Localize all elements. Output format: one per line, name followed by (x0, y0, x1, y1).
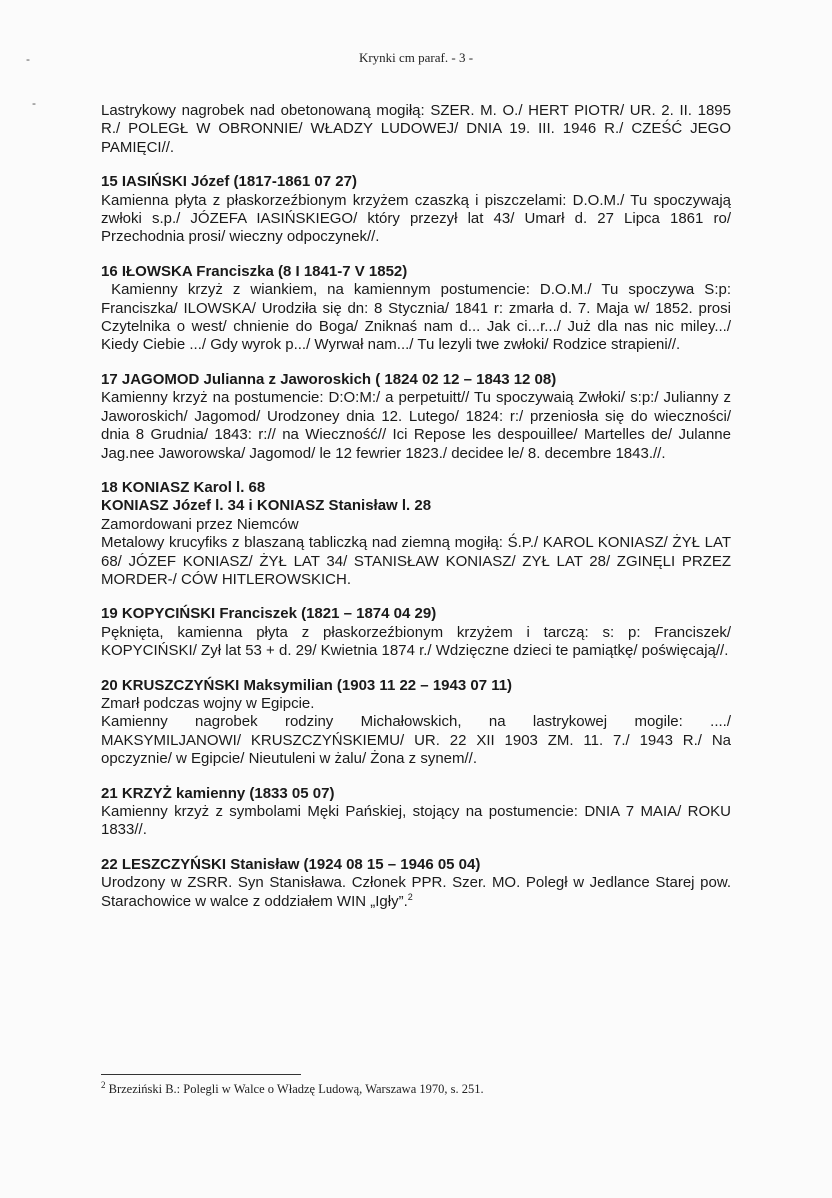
margin-mark-top: - (26, 52, 30, 66)
entry-title: 19 KOPYCIŃSKI Franciszek (1821 – 1874 04 29) (101, 605, 437, 623)
footnote (101, 1079, 731, 1097)
entry-22 (101, 856, 731, 911)
entry-title: 17 JAGOMOD Julianna z Jaworoskich ( 1824 02 12 – 1843 12 08) (101, 370, 557, 388)
entry-text: Kamienny krzyż na postumencie: D:O:M:/ a perpetuitt// Tu spoczywaią Zwłoki/ s:p:/ Julianny z Jaworoskich/ Jagomod/ Urodzoney dnia 12. Lutego/ 1824: r:/ przeniosła się do wieczności/ dnia 8 Grudnia/ 1843: r:// na Wieczność// Ici Repose les despouillee/ Martelles de/ Julanne Jag.nee Jaworowska/ Jagomod/ le 12 fewrier 1823./ decidee le/ 8. decembre 1843.//. (101, 389, 731, 462)
entry-title: 22 LESZCZYŃSKI Stanisław (1924 08 15 – 1946 05 04) (101, 855, 481, 873)
footnote-number: 2 (101, 1079, 106, 1090)
entry-title: 15 IASIŃSKI Józef (1817-1861 07 27) (101, 173, 357, 191)
entry-title: 21 KRZYŻ kamienny (1833 05 07) (101, 784, 335, 802)
entry-note: Zmarł podczas wojny w Egipcie. (101, 694, 315, 712)
entry-title: 16 IŁOWSKA Franciszka (8 I 1841-7 V 1852) (101, 262, 408, 280)
entry-title: 18 KONIASZ Karol l. 68 (101, 478, 266, 496)
entry-16 (101, 262, 736, 355)
entry-text: Metalowy krucyfiks z blaszaną tabliczką nad ziemną mogiłą: Ś.P./ KAROL KONIASZ/ ŻYŁ LAT 68/ JÓZEF KONIASZ/ ŻYŁ LAT 34/ STANISŁAW KONIASZ/ ZYŁ LAT 28/ ZGINĘLI PRZEZ MORDER-/ CÓW HITLEROWSKICH. (101, 534, 731, 588)
page-header: Krynki cm paraf. - 3 - (358, 50, 474, 65)
entry-text (101, 874, 731, 911)
entry-text: Kamienny krzyż z wiankiem, na kamiennym postumencie: D.O.M./ Tu spoczywa S:p: Franciszka/ ILOWSKA/ Urodziła się dn: 8 Stycznia/ 1841 r: zmarła d. 7. Maja w/ 1852. prosi Czytelnika o west/ chnienie do Boga/ Zniknaś nam d... Jak ci...r.../ Już dla nas nic miley.../ Kiedy Ciebie .../ Gdy wyrok p.../ Wyrwał nam.../ Tu lezyli twe zwłoki/ Rodzice strapieni//. (101, 281, 736, 354)
entry-21 (101, 785, 731, 840)
entry-title: 20 KRUSZCZYŃSKI Maksymilian (1903 11 22 – 1943 07 11) (101, 676, 513, 694)
entry-text: MAKSYMILJANOWI/ KRUSZCZYŃSKIEMU/ UR. 22 XII 1903 ZM. 11. 7./ 1943 R./ Na opczyznie/ w Egipcie/ Nieutuleni w żalu/ Żona z synem//. (101, 731, 731, 768)
margin-mark-left: - (32, 96, 36, 110)
entry-text-body: Urodzony w ZSRR. Syn Stanisława. Członek PPR. Szer. MO. Poległ w Jedlance Starej pow. Starachowice w walce z oddziałem WIN „Igły”. (101, 874, 731, 910)
entry-text: Kamienna płyta z płaskorzeźbionym krzyżem czaszką i piszczelami: D.O.M./ Tu spoczywają zwłoki s.p./ JÓZEFA IASIŃSKIEGO/ który przezył lat 43/ Umarł d. 27 Lipca 1861 ro/ Przechodnia prosi/ wieczny odpoczynek//. (101, 191, 731, 246)
entry-18 (101, 479, 731, 589)
entry-17 (101, 371, 731, 463)
page-content (101, 102, 736, 927)
entry-subtitle: KONIASZ Józef l. 34 i KONIASZ Stanisław l. 28 (101, 497, 432, 515)
footnote-reference[interactable]: 2 (407, 891, 413, 902)
entry-19 (101, 605, 731, 660)
entry-text: Pęknięta, kamienna płyta z płaskorzeźbionym krzyżem i tarczą: s: p: Franciszek/ KOPYCIŃSKI/ Zył lat 53 + d. 29/ Kwietnia 1874 r./ Wdzięczne dzieci te pamiątkę/ poświęcają//. (101, 623, 731, 660)
footnote-divider (101, 1074, 301, 1075)
entry-note: Zamordowani przez Niemców (101, 515, 299, 533)
entry-text: Kamienny krzyż z symbolami Męki Pańskiej, stojący na postumencie: DNIA 7 MAIA/ ROKU 1833//. (101, 803, 731, 839)
entry-20 (101, 677, 731, 769)
entry-text-line: Kamienny nagrobek rodziny Michałowskich, na lastrykowej mogile: ..../ (101, 713, 731, 731)
footnote-text: Brzeziński B.: Polegli w Walce o Władzę Ludową, Warszawa 1970, s. 251. (108, 1082, 484, 1096)
intro-paragraph: Lastrykowy nagrobek nad obetonowaną mogiłą: SZER. M. O./ HERT PIOTR/ UR. 2. II. 1895 R./ POLEGŁ W OBRONNIE/ WŁADZY LUDOWEJ/ DNIA 19. III. 1946 R./ CZEŚĆ JEGO PAMIĘCI//. (101, 102, 731, 156)
entry-15 (101, 173, 731, 247)
